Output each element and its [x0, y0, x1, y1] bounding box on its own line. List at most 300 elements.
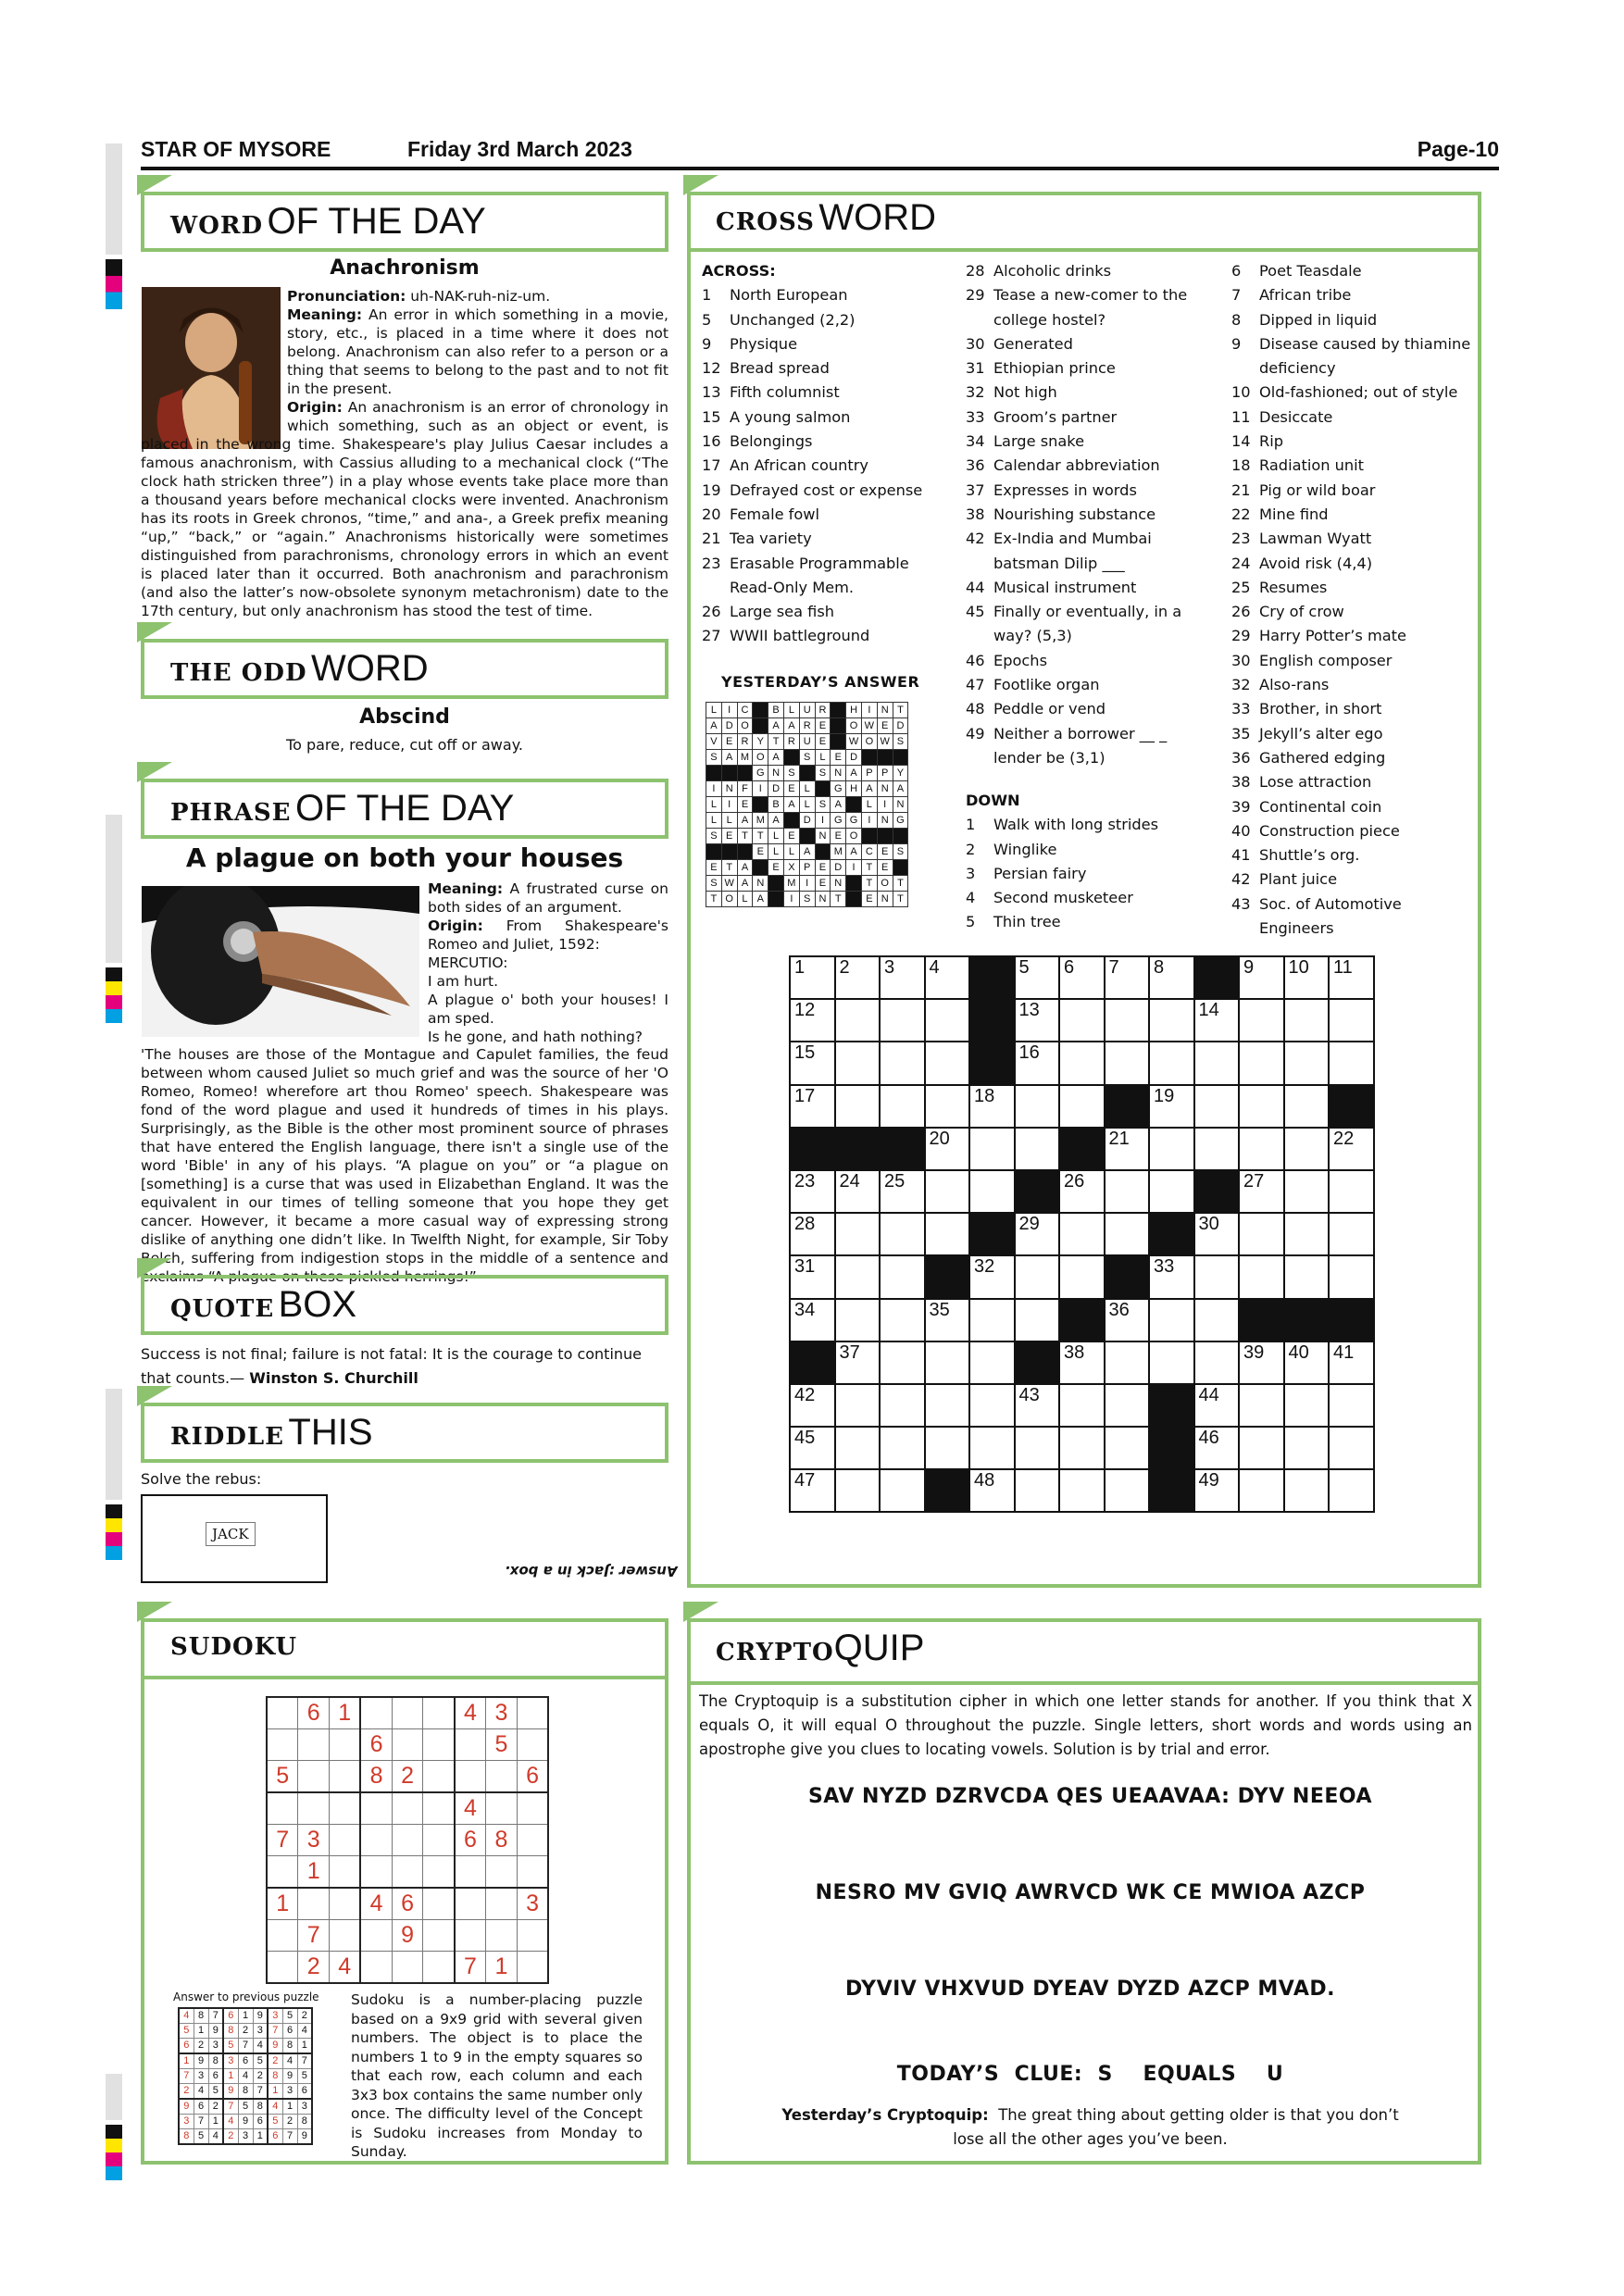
clues-across-col2 [966, 259, 1216, 770]
crossword-cell[interactable] [1015, 1299, 1060, 1341]
clue-item [966, 454, 1216, 478]
crossword-cell[interactable] [925, 1213, 970, 1255]
crossword-cell[interactable] [969, 1384, 1015, 1427]
crossword-cell[interactable] [1105, 1042, 1150, 1084]
crossword-cell[interactable] [1329, 999, 1374, 1042]
crossword-cell[interactable]: 49 [1194, 1469, 1240, 1512]
crossword-cell[interactable]: 26 [1059, 1170, 1105, 1213]
sudoku-cell[interactable] [330, 1761, 361, 1793]
crossword-cell[interactable] [880, 1384, 925, 1427]
crossword-cell[interactable] [1149, 999, 1194, 1042]
clue-number: 22 [1231, 505, 1251, 523]
sudoku-cell[interactable] [423, 1952, 455, 1984]
clue-text: Bread spread [730, 359, 830, 378]
sudoku-cell[interactable] [330, 1825, 361, 1856]
sudoku-cell[interactable] [392, 1697, 423, 1729]
crossword-cell[interactable] [835, 999, 881, 1042]
crossword-cell[interactable] [835, 1299, 881, 1341]
page-number: Page-10 [1417, 137, 1499, 161]
crossword-cell[interactable] [925, 1427, 970, 1469]
answer-cell: 9 [238, 2115, 253, 2129]
answer-cell: E [706, 860, 722, 876]
sudoku-cell[interactable]: 6 [298, 1697, 330, 1729]
sudoku-cell[interactable] [360, 1952, 392, 1984]
crossword-cell[interactable] [1239, 1085, 1284, 1128]
crossword-cell[interactable]: 8 [1149, 956, 1194, 999]
crossword-cell[interactable] [1284, 1170, 1330, 1213]
sudoku-cell[interactable]: 7 [455, 1952, 486, 1984]
sudoku-cell[interactable] [423, 1856, 455, 1889]
crossword-cell[interactable]: 30 [1194, 1213, 1240, 1255]
crossword-cell[interactable] [1329, 1213, 1374, 1255]
crossword-cell[interactable]: 14 [1194, 999, 1240, 1042]
crossword-cell[interactable] [1149, 1299, 1194, 1341]
crossword-cell[interactable]: 35 [925, 1299, 970, 1341]
crossword-cell[interactable] [1284, 1128, 1330, 1170]
sudoku-cell[interactable] [360, 1697, 392, 1729]
crossword-cell[interactable] [1059, 1213, 1105, 1255]
sudoku-cell[interactable]: 6 [517, 1761, 548, 1793]
crossword-cell[interactable] [1194, 1255, 1240, 1298]
clue-item [1231, 819, 1481, 843]
crossword-cell[interactable]: 6 [1059, 956, 1105, 999]
black-square [831, 718, 846, 734]
sudoku-cell[interactable]: 1 [330, 1697, 361, 1729]
play-line: MERCUTIO: [428, 955, 508, 971]
sudoku-cell[interactable] [298, 1888, 330, 1920]
answer-cell: L [768, 844, 784, 860]
crossword-cell[interactable] [1105, 1213, 1150, 1255]
sudoku-cell[interactable] [486, 1920, 518, 1952]
crossword-cell[interactable] [1284, 1042, 1330, 1084]
crossword-cell[interactable] [835, 1469, 881, 1512]
sudoku-cell[interactable]: 5 [267, 1761, 298, 1793]
crossword-cell[interactable] [925, 999, 970, 1042]
sudoku-cell[interactable] [517, 1856, 548, 1889]
crossword-cell[interactable]: 25 [880, 1170, 925, 1213]
clue-text: Unchanged (2,2) [730, 310, 856, 329]
crossword-cell[interactable]: 34 [790, 1299, 835, 1341]
crossword-cell[interactable] [835, 1085, 881, 1128]
answer-cell: R [799, 718, 815, 734]
crossword-cell[interactable] [1059, 1255, 1105, 1298]
crossword-cell[interactable]: 48 [969, 1469, 1015, 1512]
sudoku-cell[interactable]: 9 [392, 1920, 423, 1952]
crossword-cell[interactable] [1149, 1042, 1194, 1084]
crossword-cell[interactable]: 2 [835, 956, 881, 999]
crossword-cell[interactable] [880, 1427, 925, 1469]
answer-cell: E [721, 734, 737, 750]
sudoku-cell[interactable]: 2 [298, 1952, 330, 1984]
crossword-cell[interactable] [1105, 1469, 1150, 1512]
crossword-cell[interactable] [1059, 1469, 1105, 1512]
clue-text: Walk with long strides [993, 816, 1159, 834]
black-square [1149, 1384, 1194, 1427]
answer-cell: E [861, 892, 877, 907]
sudoku-cell[interactable]: 4 [360, 1888, 392, 1920]
crossword-cell[interactable] [1239, 1213, 1284, 1255]
crossword-cell[interactable]: 38 [1059, 1341, 1105, 1384]
crossword-cell[interactable] [835, 1427, 881, 1469]
crossword-cell[interactable] [835, 1255, 881, 1298]
crossword-cell[interactable] [925, 1384, 970, 1427]
section-title-large: OF THE DAY [267, 201, 486, 242]
crossword-cell[interactable] [1194, 1299, 1240, 1341]
crossword-cell[interactable] [1239, 1427, 1284, 1469]
clue-number: 30 [966, 334, 985, 353]
clue-text: Persian fairy [993, 864, 1087, 882]
clue-number: 47 [966, 676, 985, 694]
crossword-cell[interactable]: 27 [1239, 1170, 1284, 1213]
black-square [1329, 1299, 1374, 1341]
sudoku-cell[interactable] [423, 1888, 455, 1920]
sudoku-cell[interactable]: 7 [267, 1825, 298, 1856]
crossword-cell[interactable]: 40 [1284, 1341, 1330, 1384]
clue-text: Expresses in words [993, 480, 1137, 499]
crossword-cell[interactable]: 45 [790, 1427, 835, 1469]
crossword-cell[interactable] [1059, 1042, 1105, 1084]
riddle-prompt: Solve the rebus: [141, 1470, 262, 1488]
crossword-cell[interactable]: 29 [1015, 1213, 1060, 1255]
crossword-cell[interactable]: 23 [790, 1170, 835, 1213]
sudoku-cell[interactable] [392, 1856, 423, 1889]
sudoku-cell[interactable] [455, 1856, 486, 1889]
crossword-cell[interactable] [1194, 1341, 1240, 1384]
clue-item [966, 697, 1216, 721]
sudoku-cell[interactable] [267, 1952, 298, 1984]
crossword-cell[interactable] [880, 1469, 925, 1512]
sudoku-cell[interactable] [423, 1761, 455, 1793]
crossword-cell[interactable] [1284, 999, 1330, 1042]
sudoku-cell[interactable] [423, 1825, 455, 1856]
black-square [969, 956, 1015, 999]
clue-text: Second musketeer [993, 889, 1133, 907]
crossword-cell[interactable]: 13 [1015, 999, 1060, 1042]
crossword-cell[interactable]: 16 [1015, 1042, 1060, 1084]
sudoku-cell[interactable]: 2 [392, 1761, 423, 1793]
cipher-line-2: NESRO MV GVIQ AWRVCD WK CE MWIOA AZCP [815, 1881, 1366, 1904]
crossword-cell[interactable]: 36 [1105, 1299, 1150, 1341]
crossword-cell[interactable] [1284, 1085, 1330, 1128]
answer-cell: O [861, 734, 877, 750]
crossword-cell[interactable] [1105, 1341, 1150, 1384]
sudoku-cell[interactable] [392, 1952, 423, 1984]
sudoku-cell[interactable] [423, 1792, 455, 1825]
crossword-cell[interactable] [1329, 1469, 1374, 1512]
section-title-large: WORD [818, 197, 937, 238]
crossword-cell[interactable] [1015, 1469, 1060, 1512]
sudoku-cell[interactable] [360, 1856, 392, 1889]
sudoku-cell[interactable] [298, 1761, 330, 1793]
clue-item [966, 259, 1216, 283]
sudoku-cell[interactable] [267, 1697, 298, 1729]
clue-number: 11 [1231, 407, 1251, 426]
crossword-cell[interactable] [1149, 1128, 1194, 1170]
crossword-cell[interactable] [1194, 1128, 1240, 1170]
crossword-cell[interactable]: 7 [1105, 956, 1150, 999]
clue-number: 26 [1231, 603, 1251, 621]
crossword-cell[interactable] [925, 1042, 970, 1084]
meaning-label: Meaning: [287, 306, 363, 323]
crossword-cell[interactable] [880, 1213, 925, 1255]
black-square [1149, 1213, 1194, 1255]
sudoku-cell[interactable]: 6 [392, 1888, 423, 1920]
answer-cell: E [721, 829, 737, 844]
crossword-cell[interactable]: 5 [1015, 956, 1060, 999]
sudoku-cell[interactable] [423, 1697, 455, 1729]
crossword-cell[interactable]: 18 [969, 1085, 1015, 1128]
crossword-cell[interactable] [880, 1341, 925, 1384]
sudoku-cell[interactable]: 4 [455, 1697, 486, 1729]
phrase-text: 'The houses are those of the Montague and Capulet families, the feud between whom caused Juliet so much grief and was the source of her 'O Romeo, Romeo! wherefore art thou Romeo' speech. Shakespeare was fond of the word plague and used it hundreds of times in his plays. Surprisingly, as the Bible is the other most prominent source of phrases that have entered the English language, there isn't a single use of the word 'Bible' in any of his plays. “A plague on you” or “a plague on [something] is a curse that was used in Elizabethan England. It was the equivalent in our times of telling someone that you hope they get cancer. However, it became a more casual way of expressing strong dislike of anything one didn’t like. In Twelfth Night, for example, Sir Toby Belch, suffering from indigestion stops in the middle of a sentence and exclaims “A plague on these pickled herrings!” [141, 1046, 668, 1285]
black-square [1194, 956, 1240, 999]
crossword-cell[interactable] [1329, 1170, 1374, 1213]
crossword-cell[interactable] [1059, 1427, 1105, 1469]
sudoku-cell[interactable] [360, 1920, 392, 1952]
crossword-cell[interactable] [835, 1213, 881, 1255]
crossword-cell[interactable] [1284, 1255, 1330, 1298]
sudoku-cell[interactable]: 3 [298, 1825, 330, 1856]
crossword-cell[interactable] [1015, 1427, 1060, 1469]
sudoku-cell[interactable] [486, 1792, 518, 1825]
crossword-cell[interactable] [1194, 1085, 1240, 1128]
sudoku-cell[interactable]: 5 [486, 1729, 518, 1761]
crossword-cell[interactable] [1059, 1384, 1105, 1427]
sudoku-cell[interactable] [455, 1888, 486, 1920]
sudoku-cell[interactable] [298, 1792, 330, 1825]
crossword-grid[interactable] [789, 955, 1375, 1513]
crossword-cell[interactable] [969, 1299, 1015, 1341]
clue-text-continued: Read-Only Mem. [730, 578, 855, 596]
crossword-cell[interactable] [1149, 1170, 1194, 1213]
clue-item [702, 430, 943, 454]
sudoku-cell[interactable] [392, 1792, 423, 1825]
sudoku-cell[interactable] [267, 1729, 298, 1761]
answer-cell: L [721, 813, 737, 829]
crossword-cell[interactable]: 4 [925, 956, 970, 999]
crossword-cell[interactable] [1329, 1042, 1374, 1084]
crossword-cell[interactable]: 37 [835, 1341, 881, 1384]
crossword-cell[interactable] [880, 999, 925, 1042]
black-square [1149, 1469, 1194, 1512]
answer-cell: 3 [282, 2084, 297, 2100]
sudoku-cell[interactable] [360, 1825, 392, 1856]
black-square [846, 797, 862, 813]
clue-number: 6 [1231, 262, 1242, 280]
crossword-cell[interactable] [1284, 1469, 1330, 1512]
sudoku-cell[interactable] [517, 1729, 548, 1761]
crossword-cell[interactable] [1284, 1384, 1330, 1427]
crossword-cell[interactable] [1105, 1170, 1150, 1213]
crossword-cell[interactable]: 33 [1149, 1255, 1194, 1298]
sudoku-cell[interactable] [517, 1825, 548, 1856]
black-square [835, 1128, 881, 1170]
section-title-large: OF THE DAY [294, 788, 515, 829]
crossword-cell[interactable] [880, 1255, 925, 1298]
answer-cell: N [753, 876, 768, 892]
crossword-cell[interactable] [925, 1085, 970, 1128]
crossword-cell[interactable] [1059, 1085, 1105, 1128]
sudoku-cell[interactable] [298, 1729, 330, 1761]
crossword-cell[interactable] [1059, 999, 1105, 1042]
answer-cell: S [799, 892, 815, 907]
crossword-cell[interactable]: 1 [790, 956, 835, 999]
sudoku-cell[interactable] [423, 1920, 455, 1952]
crossword-cell[interactable]: 11 [1329, 956, 1374, 999]
clue-number: 23 [702, 554, 721, 572]
sudoku-cell[interactable] [486, 1761, 518, 1793]
crossword-cell[interactable] [835, 1384, 881, 1427]
crossword-cell[interactable]: 28 [790, 1213, 835, 1255]
sudoku-cell[interactable] [455, 1761, 486, 1793]
crossword-cell[interactable] [1105, 999, 1150, 1042]
crossword-cell[interactable]: 24 [835, 1170, 881, 1213]
sudoku-cell[interactable]: 6 [360, 1729, 392, 1761]
sudoku-cell[interactable]: 4 [330, 1952, 361, 1984]
answer-cell: D [721, 718, 737, 734]
sudoku-cell[interactable] [330, 1856, 361, 1889]
sudoku-cell[interactable] [360, 1792, 392, 1825]
answer-cell: 6 [223, 2008, 238, 2024]
crossword-cell[interactable] [925, 1170, 970, 1213]
sudoku-cell[interactable] [455, 1729, 486, 1761]
sudoku-cell[interactable] [486, 1888, 518, 1920]
crossword-cell[interactable] [1194, 1042, 1240, 1084]
crossword-cell[interactable] [1284, 1213, 1330, 1255]
clue-number: 21 [702, 530, 721, 548]
sudoku-cell[interactable] [330, 1729, 361, 1761]
crossword-cell[interactable]: 43 [1015, 1384, 1060, 1427]
crossword-cell[interactable] [925, 1341, 970, 1384]
crossword-cell[interactable] [969, 1170, 1015, 1213]
answer-cell: I [753, 781, 768, 797]
sudoku-cell[interactable]: 1 [486, 1952, 518, 1984]
crossword-cell[interactable] [1015, 1085, 1060, 1128]
answer-cell: 9 [194, 2053, 208, 2069]
corner-tab [137, 622, 172, 643]
crossword-cell[interactable]: 31 [790, 1255, 835, 1298]
crossword-cell[interactable]: 22 [1329, 1128, 1374, 1170]
sudoku-cell[interactable]: 1 [298, 1856, 330, 1889]
crossword-cell[interactable]: 3 [880, 956, 925, 999]
crossword-cell[interactable] [880, 1042, 925, 1084]
crossword-cell[interactable] [1329, 1384, 1374, 1427]
sudoku-cell[interactable]: 7 [298, 1920, 330, 1952]
sudoku-cell[interactable] [392, 1825, 423, 1856]
answer-cell: T [893, 892, 908, 907]
crossword-cell[interactable] [835, 1042, 881, 1084]
sudoku-cell[interactable]: 6 [455, 1825, 486, 1856]
pron-label: Pronunciation: [287, 288, 406, 305]
sudoku-cell[interactable] [517, 1697, 548, 1729]
crossword-cell[interactable]: 46 [1194, 1427, 1240, 1469]
clue-number: 21 [1231, 480, 1251, 499]
crossword-cell[interactable]: 12 [790, 999, 835, 1042]
sudoku-cell[interactable] [517, 1792, 548, 1825]
registration-mark [106, 1504, 122, 1560]
sudoku-cell[interactable] [330, 1888, 361, 1920]
crossword-cell[interactable] [969, 1427, 1015, 1469]
clue-text: Calendar abbreviation [993, 456, 1160, 475]
crossword-cell[interactable]: 39 [1239, 1341, 1284, 1384]
sudoku-cell[interactable] [517, 1920, 548, 1952]
crossword-cell[interactable]: 42 [790, 1384, 835, 1427]
crossword-cell[interactable] [1239, 1128, 1284, 1170]
crossword-cell[interactable]: 20 [925, 1128, 970, 1170]
crossword-cell[interactable] [1149, 1341, 1194, 1384]
sudoku-cell[interactable] [330, 1920, 361, 1952]
crossword-cell[interactable] [880, 1299, 925, 1341]
sudoku-cell[interactable] [267, 1920, 298, 1952]
sudoku-cell[interactable] [455, 1920, 486, 1952]
sudoku-cell[interactable] [517, 1952, 548, 1984]
crossword-cell[interactable]: 10 [1284, 956, 1330, 999]
clues-down-col3 [1231, 259, 1481, 941]
answer-cell: 1 [179, 2053, 194, 2069]
crossword-cell[interactable]: 32 [969, 1255, 1015, 1298]
answer-cell: 5 [194, 2129, 208, 2145]
sudoku-cell[interactable] [267, 1856, 298, 1889]
sudoku-cell[interactable] [423, 1729, 455, 1761]
sudoku-cell[interactable]: 8 [486, 1825, 518, 1856]
clue-number: 9 [1231, 334, 1242, 353]
crossword-cell[interactable] [969, 1128, 1015, 1170]
black-square [969, 1213, 1015, 1255]
crossword-cell[interactable]: 21 [1105, 1128, 1150, 1170]
answer-cell: M [737, 750, 753, 766]
sudoku-cell[interactable]: 3 [517, 1888, 548, 1920]
crossword-cell[interactable]: 15 [790, 1042, 835, 1084]
sudoku-cell[interactable]: 4 [455, 1792, 486, 1825]
crossword-cell[interactable] [1239, 1255, 1284, 1298]
crossword-cell[interactable] [1284, 1427, 1330, 1469]
crossword-cell[interactable]: 9 [1239, 956, 1284, 999]
sudoku-cell[interactable] [486, 1856, 518, 1889]
crossword-cell[interactable] [1329, 1427, 1374, 1469]
play-line: I am hurt. [428, 973, 499, 990]
crossword-cell[interactable] [1329, 1255, 1374, 1298]
sudoku-cell[interactable] [267, 1792, 298, 1825]
crossword-cell[interactable] [1015, 1255, 1060, 1298]
crossword-cell[interactable]: 19 [1149, 1085, 1194, 1128]
sudoku-cell[interactable] [392, 1729, 423, 1761]
crossword-cell[interactable]: 17 [790, 1085, 835, 1128]
crossword-cell[interactable] [1239, 1042, 1284, 1084]
crossword-cell[interactable]: 44 [1194, 1384, 1240, 1427]
crossword-cell[interactable] [1239, 1469, 1284, 1512]
crossword-cell[interactable] [880, 1085, 925, 1128]
crossword-cell[interactable] [1105, 1384, 1150, 1427]
clue-number: 49 [966, 724, 985, 742]
answer-cell: O [753, 750, 768, 766]
answer-cell: E [831, 750, 846, 766]
crossword-cell[interactable]: 47 [790, 1469, 835, 1512]
crossword-cell[interactable] [1239, 999, 1284, 1042]
crossword-cell[interactable]: 41 [1329, 1341, 1374, 1384]
sudoku-cell[interactable] [330, 1792, 361, 1825]
clue-number: 34 [966, 432, 985, 451]
crossword-cell[interactable] [1015, 1128, 1060, 1170]
crossword-cell[interactable] [1105, 1427, 1150, 1469]
answer-cell: 6 [282, 2024, 297, 2039]
clue-text: Lawman Wyatt [1259, 530, 1372, 548]
crossword-cell[interactable] [1239, 1384, 1284, 1427]
crossword-cell[interactable] [969, 1341, 1015, 1384]
sudoku-cell[interactable]: 1 [267, 1888, 298, 1920]
sudoku-grid[interactable] [266, 1696, 549, 1984]
sudoku-cell[interactable]: 3 [486, 1697, 518, 1729]
sudoku-cell[interactable]: 8 [360, 1761, 392, 1793]
